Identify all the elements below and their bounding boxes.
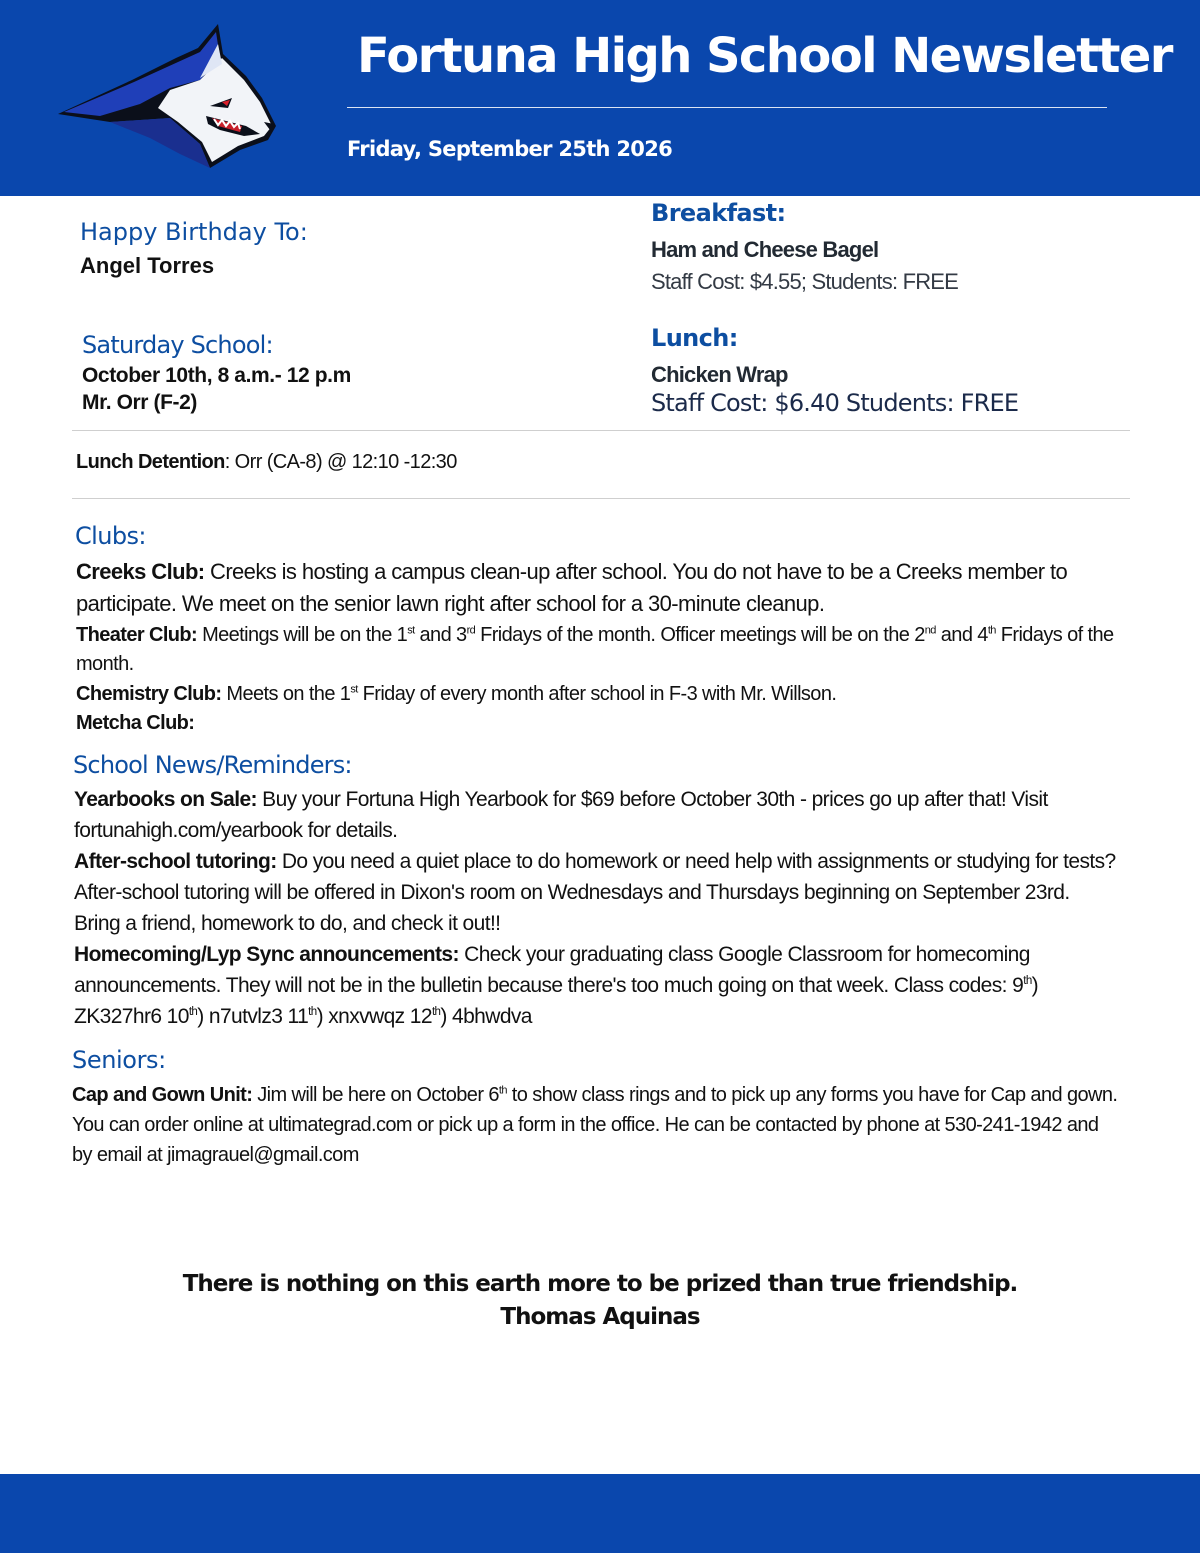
saturday-school-date: October 10th, 8 a.m.- 12 p.m [82, 364, 351, 387]
tutoring-label: After-school tutoring: [74, 850, 277, 873]
lunch-item: Chicken Wrap [651, 362, 788, 387]
seniors-heading: Seniors: [72, 1046, 166, 1074]
homecoming-line2: announcements. They will not be in the bulletin because there's too much going on that week. Class codes: 9th) [74, 974, 1039, 997]
lunch-detention [76, 451, 457, 474]
chemistry-club-line: Chemistry Club: Meets on the 1st Friday of every month after school in F-3 with Mr. Willson. [76, 683, 837, 705]
tutoring-line1: After-school tutoring: Do you need a quiet place to do homework or need help with assignments or studying for tests? [74, 850, 1116, 873]
tutoring-line3: Bring a friend, homework to do, and check it out!! [74, 912, 501, 935]
theater-club-line1: Theater Club: Meetings will be on the 1st and 3rd Fridays of the month. Officer meetings will be on the 2nd and 4th Fridays of the [76, 624, 1114, 646]
creeks-club-line2: participate. We meet on the senior lawn right after school for a 30-minute cleanup. [76, 591, 825, 616]
quote-author: Thomas Aquinas [500, 1304, 700, 1330]
creeks-club-label: Creeks Club: [76, 559, 205, 584]
birthday-heading: Happy Birthday To: [80, 218, 308, 246]
breakfast-heading: Breakfast: [651, 199, 786, 227]
lunch-cost: Staff Cost: $6.40 Students: FREE [651, 389, 1019, 417]
saturday-school-teacher: Mr. Orr (F-2) [82, 391, 197, 414]
theater-club-line2: month. [76, 653, 134, 675]
section-divider [72, 498, 1130, 499]
cap-gown-line2: You can order online at ultimategrad.com or pick up a form in the office. He can be contacted by phone at 530-241-1942 and [72, 1114, 1099, 1136]
newsletter-header [0, 0, 1200, 196]
saturday-school-heading: Saturday School: [82, 331, 273, 359]
breakfast-cost: Staff Cost: $4.55; Students: FREE [651, 269, 959, 294]
cap-gown-label: Cap and Gown Unit: [72, 1084, 253, 1106]
metcha-club-label: Metcha Club: [76, 712, 195, 734]
cap-gown-line1: Cap and Gown Unit: Jim will be here on October 6th to show class rings and to pick up any forms you have for Cap and gown. [72, 1084, 1118, 1106]
tutoring-line2: After-school tutoring will be offered in Dixon's room on Wednesdays and Thursdays beginning on September 23rd. [74, 881, 1070, 904]
lunch-detention-label: Lunch Detention [76, 451, 225, 473]
section-divider [72, 430, 1130, 431]
cap-gown-line3: by email at jimagrauel@gmail.com [72, 1144, 359, 1166]
yearbook-label: Yearbooks on Sale: [74, 788, 257, 811]
chemistry-club-label: Chemistry Club: [76, 683, 222, 705]
husky-mascot-logo [50, 18, 282, 176]
lunch-detention-text: : Orr (CA-8) @ 12:10 -12:30 [224, 451, 457, 473]
birthday-name: Angel Torres [80, 253, 215, 278]
yearbook-line1: Yearbooks on Sale: Buy your Fortuna High Yearbook for $69 before October 30th - prices go up after that! Visit [74, 788, 1048, 811]
lunch-heading: Lunch: [651, 324, 738, 352]
footer-bar [0, 1474, 1200, 1553]
newsletter-date: Friday, September 25th 2026 [347, 137, 673, 161]
newsletter-title: Fortuna High School Newsletter [357, 28, 1172, 84]
clubs-heading: Clubs: [75, 522, 146, 550]
theater-club-label: Theater Club: [76, 624, 198, 646]
homecoming-class-codes: ZK327hr6 10th) n7utvlz3 11th) xnxvwqz 12th) 4bhwdva [74, 1005, 532, 1028]
creeks-club-line1: Creeks Club: Creeks is hosting a campus clean-up after school. You do not have to be a Creeks member to [76, 559, 1068, 584]
breakfast-item: Ham and Cheese Bagel [651, 237, 879, 262]
homecoming-label: Homecoming/Lyp Sync announcements: [74, 943, 459, 966]
yearbook-line2: fortunahigh.com/yearbook for details. [74, 819, 398, 842]
title-divider [347, 107, 1107, 108]
quote-text: There is nothing on this earth more to be prized than true friendship. [182, 1271, 1018, 1297]
school-news-heading: School News/Reminders: [73, 751, 352, 779]
homecoming-line1: Homecoming/Lyp Sync announcements: Check your graduating class Google Classroom for homecoming [74, 943, 1030, 966]
